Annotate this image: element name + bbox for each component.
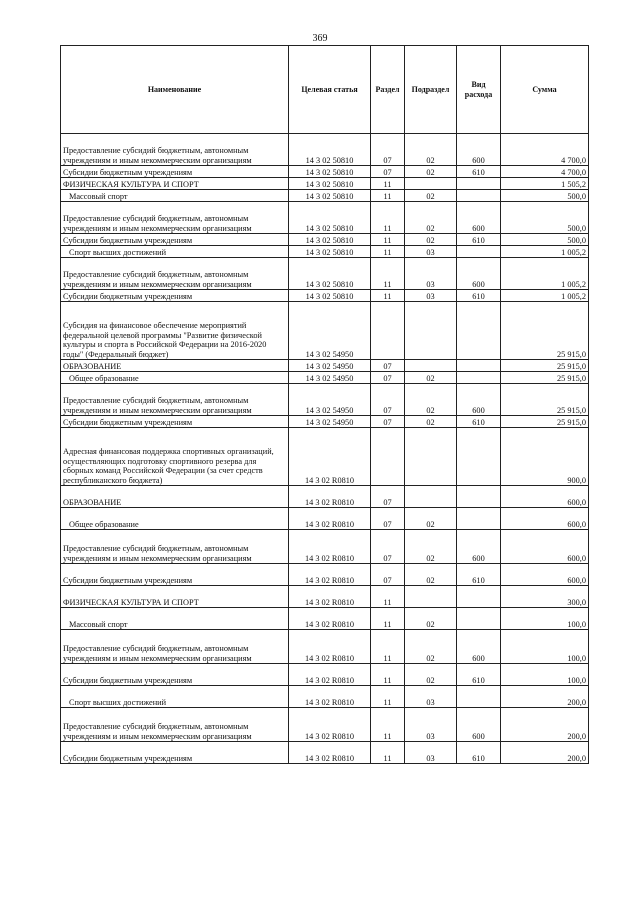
cell-subsection xyxy=(405,360,457,372)
table-row xyxy=(61,664,589,686)
cell-target: 14 3 02 54950 xyxy=(289,416,371,428)
cell-section: 11 xyxy=(371,178,405,190)
cell-section: 11 xyxy=(371,742,405,764)
cell-subsection: 02 xyxy=(405,166,457,178)
table-row xyxy=(61,290,589,302)
table-row xyxy=(61,686,589,708)
cell-name: Субсидии бюджетным учреждениям xyxy=(61,664,289,686)
cell-amount: 100,0 xyxy=(501,608,589,630)
table-row xyxy=(61,166,589,178)
cell-subsection: 02 xyxy=(405,416,457,428)
cell-target: 14 3 02 50810 xyxy=(289,166,371,178)
header-target: Целевая статья xyxy=(289,46,371,134)
cell-name: Субсидии бюджетным учреждениям xyxy=(61,290,289,302)
cell-kind: 600 xyxy=(457,134,501,166)
table-row xyxy=(61,564,589,586)
cell-amount: 100,0 xyxy=(501,664,589,686)
cell-name: Субсидия на финансовое обеспечение мероприятий федеральной целевой программы "Развитие физической культуры и спорта в Российской Федерации на 2016-2020 годы" (Федеральный бюджет) xyxy=(61,302,289,360)
cell-target: 14 3 02 50810 xyxy=(289,178,371,190)
cell-amount: 25 915,0 xyxy=(501,384,589,416)
header-kind: Вид расхода xyxy=(457,46,501,134)
cell-target: 14 3 02 50810 xyxy=(289,246,371,258)
cell-section: 11 xyxy=(371,202,405,234)
cell-kind xyxy=(457,608,501,630)
cell-section: 07 xyxy=(371,360,405,372)
cell-amount: 200,0 xyxy=(501,686,589,708)
table-row xyxy=(61,508,589,530)
cell-amount: 900,0 xyxy=(501,428,589,486)
cell-amount: 200,0 xyxy=(501,742,589,764)
cell-target: 14 3 02 R0810 xyxy=(289,686,371,708)
cell-kind: 600 xyxy=(457,202,501,234)
table-row xyxy=(61,586,589,608)
cell-kind: 600 xyxy=(457,258,501,290)
cell-subsection: 03 xyxy=(405,686,457,708)
cell-target: 14 3 02 50810 xyxy=(289,290,371,302)
cell-amount: 25 915,0 xyxy=(501,372,589,384)
cell-name: Субсидии бюджетным учреждениям xyxy=(61,742,289,764)
cell-subsection: 02 xyxy=(405,234,457,246)
cell-kind: 610 xyxy=(457,290,501,302)
cell-amount: 1 505,2 xyxy=(501,178,589,190)
cell-subsection: 03 xyxy=(405,742,457,764)
cell-subsection: 02 xyxy=(405,202,457,234)
table-row xyxy=(61,608,589,630)
table-row xyxy=(61,428,589,486)
cell-kind xyxy=(457,372,501,384)
cell-name: Субсидии бюджетным учреждениям xyxy=(61,234,289,246)
cell-amount: 300,0 xyxy=(501,586,589,608)
cell-section: 11 xyxy=(371,234,405,246)
cell-subsection: 02 xyxy=(405,564,457,586)
cell-amount: 600,0 xyxy=(501,508,589,530)
cell-subsection: 02 xyxy=(405,608,457,630)
table-row xyxy=(61,708,589,742)
table-row xyxy=(61,234,589,246)
cell-amount: 600,0 xyxy=(501,530,589,564)
cell-amount: 1 005,2 xyxy=(501,246,589,258)
cell-target: 14 3 02 50810 xyxy=(289,134,371,166)
cell-section: 07 xyxy=(371,384,405,416)
cell-name: Предоставление субсидий бюджетным, автономным учреждениям и иным некоммерческим организациям xyxy=(61,708,289,742)
cell-name: Субсидии бюджетным учреждениям xyxy=(61,564,289,586)
cell-subsection: 02 xyxy=(405,372,457,384)
table-row xyxy=(61,372,589,384)
header-name: Наименование xyxy=(61,46,289,134)
cell-kind: 610 xyxy=(457,166,501,178)
cell-name: Спорт высших достижений xyxy=(61,686,289,708)
cell-subsection: 02 xyxy=(405,190,457,202)
table-row xyxy=(61,246,589,258)
cell-kind xyxy=(457,360,501,372)
cell-target: 14 3 02 R0810 xyxy=(289,486,371,508)
table-row xyxy=(61,178,589,190)
cell-target: 14 3 02 R0810 xyxy=(289,630,371,664)
table-row xyxy=(61,630,589,664)
cell-kind xyxy=(457,586,501,608)
cell-kind: 600 xyxy=(457,630,501,664)
cell-amount: 1 005,2 xyxy=(501,290,589,302)
cell-target: 14 3 02 R0810 xyxy=(289,428,371,486)
cell-section: 11 xyxy=(371,708,405,742)
cell-name: Адресная финансовая поддержка спортивных организаций, осуществляющих подготовку спортивного резерва для сборных команд Российской Федерации (за счет средств республиканского бюджета) xyxy=(61,428,289,486)
table-row xyxy=(61,530,589,564)
cell-subsection: 02 xyxy=(405,134,457,166)
cell-subsection: 02 xyxy=(405,384,457,416)
cell-section: 07 xyxy=(371,416,405,428)
cell-name: Общее образование xyxy=(61,508,289,530)
cell-amount: 4 700,0 xyxy=(501,134,589,166)
cell-section: 07 xyxy=(371,372,405,384)
cell-kind xyxy=(457,246,501,258)
cell-amount: 1 005,2 xyxy=(501,258,589,290)
cell-name: Субсидии бюджетным учреждениям xyxy=(61,416,289,428)
cell-section: 11 xyxy=(371,664,405,686)
table-row xyxy=(61,134,589,166)
cell-name: ФИЗИЧЕСКАЯ КУЛЬТУРА И СПОРТ xyxy=(61,178,289,190)
cell-target: 14 3 02 54950 xyxy=(289,302,371,360)
cell-section: 11 xyxy=(371,290,405,302)
table-header-row xyxy=(61,46,589,134)
cell-section: 07 xyxy=(371,486,405,508)
cell-subsection xyxy=(405,178,457,190)
cell-kind xyxy=(457,178,501,190)
table-row xyxy=(61,486,589,508)
table-row xyxy=(61,302,589,360)
cell-subsection: 03 xyxy=(405,246,457,258)
cell-subsection: 03 xyxy=(405,258,457,290)
cell-kind xyxy=(457,486,501,508)
cell-subsection: 02 xyxy=(405,664,457,686)
cell-section: 07 xyxy=(371,530,405,564)
cell-name: ОБРАЗОВАНИЕ xyxy=(61,360,289,372)
cell-subsection xyxy=(405,302,457,360)
cell-target: 14 3 02 R0810 xyxy=(289,742,371,764)
cell-amount: 200,0 xyxy=(501,708,589,742)
cell-subsection xyxy=(405,486,457,508)
cell-target: 14 3 02 50810 xyxy=(289,258,371,290)
table-row xyxy=(61,360,589,372)
cell-target: 14 3 02 R0810 xyxy=(289,664,371,686)
cell-name: Предоставление субсидий бюджетным, автономным учреждениям и иным некоммерческим организациям xyxy=(61,530,289,564)
cell-kind: 600 xyxy=(457,530,501,564)
cell-name: Общее образование xyxy=(61,372,289,384)
table-body xyxy=(61,134,589,764)
cell-amount: 25 915,0 xyxy=(501,360,589,372)
cell-name: Спорт высших достижений xyxy=(61,246,289,258)
cell-target: 14 3 02 R0810 xyxy=(289,708,371,742)
cell-name: Предоставление субсидий бюджетным, автономным учреждениям и иным некоммерческим организациям xyxy=(61,630,289,664)
header-amount: Сумма xyxy=(501,46,589,134)
table-row xyxy=(61,742,589,764)
cell-section: 11 xyxy=(371,258,405,290)
cell-subsection: 02 xyxy=(405,630,457,664)
cell-amount: 100,0 xyxy=(501,630,589,664)
cell-amount: 4 700,0 xyxy=(501,166,589,178)
cell-kind: 610 xyxy=(457,664,501,686)
cell-section: 11 xyxy=(371,608,405,630)
cell-target: 14 3 02 54950 xyxy=(289,372,371,384)
cell-section: 07 xyxy=(371,564,405,586)
cell-section: 07 xyxy=(371,134,405,166)
cell-amount: 25 915,0 xyxy=(501,302,589,360)
cell-name: Массовый спорт xyxy=(61,190,289,202)
cell-subsection: 03 xyxy=(405,708,457,742)
cell-name: Предоставление субсидий бюджетным, автономным учреждениям и иным некоммерческим организациям xyxy=(61,258,289,290)
cell-section: 11 xyxy=(371,246,405,258)
cell-kind xyxy=(457,190,501,202)
cell-amount: 600,0 xyxy=(501,564,589,586)
cell-target: 14 3 02 50810 xyxy=(289,234,371,246)
cell-kind: 610 xyxy=(457,234,501,246)
cell-subsection: 02 xyxy=(405,508,457,530)
cell-kind xyxy=(457,686,501,708)
table-row xyxy=(61,202,589,234)
budget-table xyxy=(60,45,589,764)
cell-target: 14 3 02 R0810 xyxy=(289,586,371,608)
cell-name: ФИЗИЧЕСКАЯ КУЛЬТУРА И СПОРТ xyxy=(61,586,289,608)
cell-name: Предоставление субсидий бюджетным, автономным учреждениям и иным некоммерческим организациям xyxy=(61,384,289,416)
cell-kind: 610 xyxy=(457,564,501,586)
cell-amount: 600,0 xyxy=(501,486,589,508)
cell-name: Массовый спорт xyxy=(61,608,289,630)
cell-subsection xyxy=(405,586,457,608)
cell-kind: 610 xyxy=(457,742,501,764)
cell-target: 14 3 02 54950 xyxy=(289,360,371,372)
cell-target: 14 3 02 R0810 xyxy=(289,608,371,630)
cell-kind: 610 xyxy=(457,416,501,428)
cell-target: 14 3 02 R0810 xyxy=(289,530,371,564)
cell-subsection: 03 xyxy=(405,290,457,302)
table-row xyxy=(61,384,589,416)
cell-section: 11 xyxy=(371,586,405,608)
cell-kind: 600 xyxy=(457,384,501,416)
cell-target: 14 3 02 50810 xyxy=(289,190,371,202)
cell-kind: 600 xyxy=(457,708,501,742)
table-row xyxy=(61,416,589,428)
cell-section xyxy=(371,302,405,360)
table-row xyxy=(61,258,589,290)
cell-section: 11 xyxy=(371,630,405,664)
cell-section: 07 xyxy=(371,508,405,530)
cell-amount: 500,0 xyxy=(501,234,589,246)
cell-kind xyxy=(457,508,501,530)
cell-section: 07 xyxy=(371,166,405,178)
header-subsection: Подраздел xyxy=(405,46,457,134)
cell-target: 14 3 02 R0810 xyxy=(289,508,371,530)
cell-subsection xyxy=(405,428,457,486)
cell-target: 14 3 02 R0810 xyxy=(289,564,371,586)
cell-target: 14 3 02 54950 xyxy=(289,384,371,416)
cell-amount: 25 915,0 xyxy=(501,416,589,428)
page-number: 369 xyxy=(312,33,328,44)
cell-section xyxy=(371,428,405,486)
cell-kind xyxy=(457,302,501,360)
cell-name: Субсидии бюджетным учреждениям xyxy=(61,166,289,178)
cell-section: 11 xyxy=(371,190,405,202)
cell-target: 14 3 02 50810 xyxy=(289,202,371,234)
cell-name: ОБРАЗОВАНИЕ xyxy=(61,486,289,508)
table-row xyxy=(61,190,589,202)
cell-kind xyxy=(457,428,501,486)
cell-subsection: 02 xyxy=(405,530,457,564)
cell-name: Предоставление субсидий бюджетным, автономным учреждениям и иным некоммерческим организациям xyxy=(61,134,289,166)
cell-name: Предоставление субсидий бюджетным, автономным учреждениям и иным некоммерческим организациям xyxy=(61,202,289,234)
cell-amount: 500,0 xyxy=(501,202,589,234)
cell-amount: 500,0 xyxy=(501,190,589,202)
header-section: Раздел xyxy=(371,46,405,134)
cell-section: 11 xyxy=(371,686,405,708)
